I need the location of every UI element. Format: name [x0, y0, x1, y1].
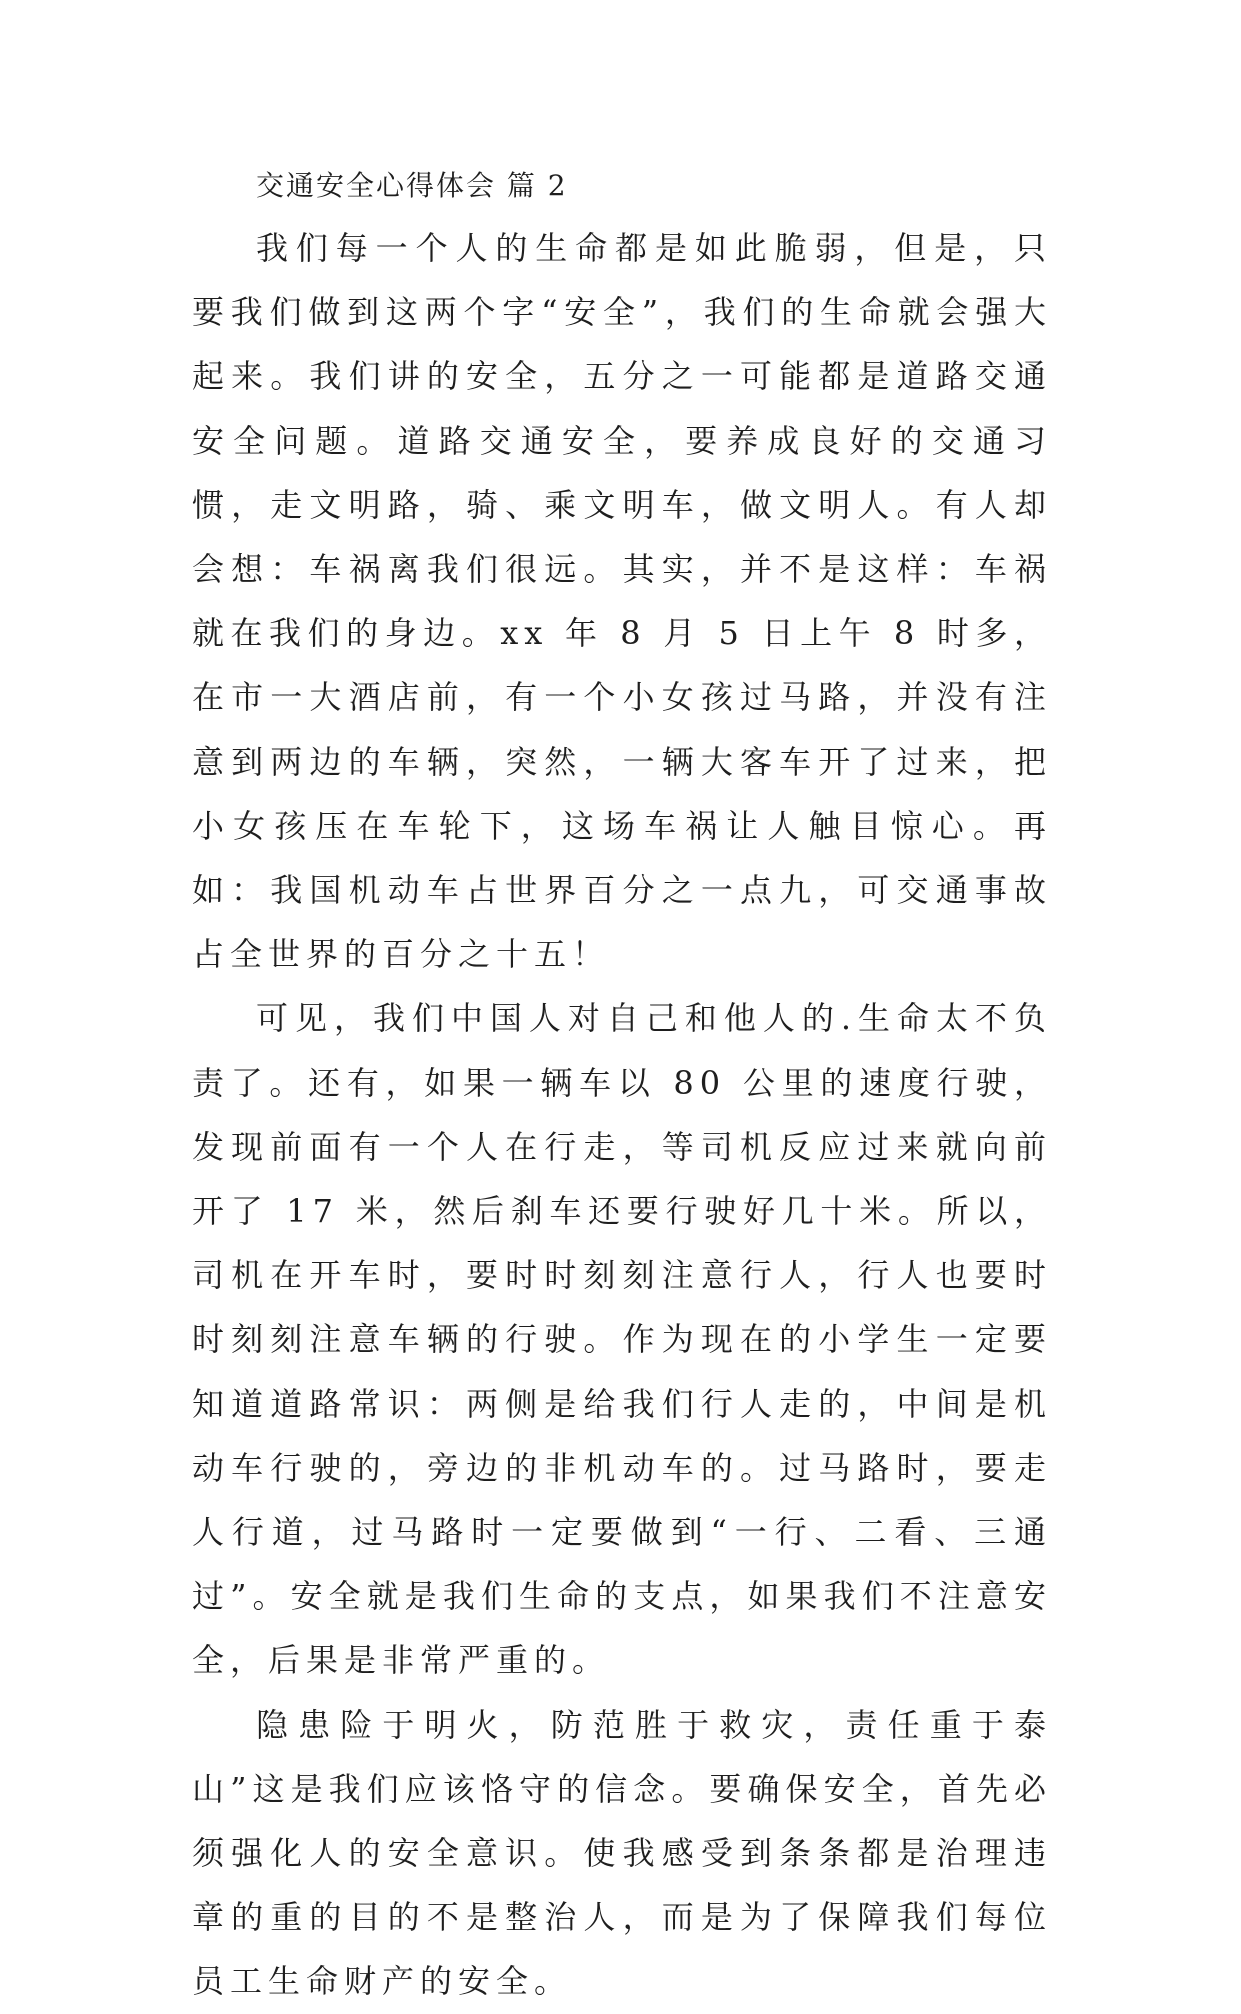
paragraph-1: 我们每一个人的生命都是如此脆弱，但是，只要我们做到这两个字“安全”，我们的生命就会强大起来。我们讲的安全，五分之一可能都是道路交通安全问题。道路交通安全，要养成良好的交通习惯，走文明路，骑、乘文明车，做文明人。有人却会想：车祸离我们很远。其实，并不是这样：车祸就在我们的身边。xx 年 8 月 5 日上午 8 时多，在市一大酒店前，有一个小女孩过马路，并没有注意到两边的车辆，突然，一辆大客车开了过来，把小女孩压在车轮下，这场车祸让人触目惊心。再如：我国机动车占世界百分之一点九，可交通事故占全世界的百分之十五！ — [192, 229, 1052, 974]
paragraph-3: 隐患险于明火，防范胜于救灾，责任重于泰山”这是我们应该恪守的信念。要确保安全，首先必须强化人的安全意识。使我感受到条条都是治理违章的重的目的不是整治人，而是为了保障我们每位员工生命财产的安全。 — [192, 1705, 1052, 2001]
document-title: 交通安全心得体会 篇 2 — [256, 169, 568, 202]
paragraph-2: 可见，我们中国人对自己和他人的.生命太不负责了。还有，如果一辆车以 80 公里的速度行驶，发现前面有一个人在行走，等司机反应过来就向前开了 17 米，然后刹车还要行驶好几十米。所以，司机在开车时，要时时刻刻注意行人，行人也要时时刻刻注意车辆的行驶。作为现在的小学生一定要知道道路常识：两侧是给我们行人走的，中间是机动车行驶的，旁边的非机动车的。过马路时，要走人行道，过马路时一定要做到“一行、二看、三通过”。安全就是我们生命的支点，如果我们不注意安全，后果是非常严重的。 — [192, 999, 1052, 1680]
document-body — [192, 156, 1052, 2014]
